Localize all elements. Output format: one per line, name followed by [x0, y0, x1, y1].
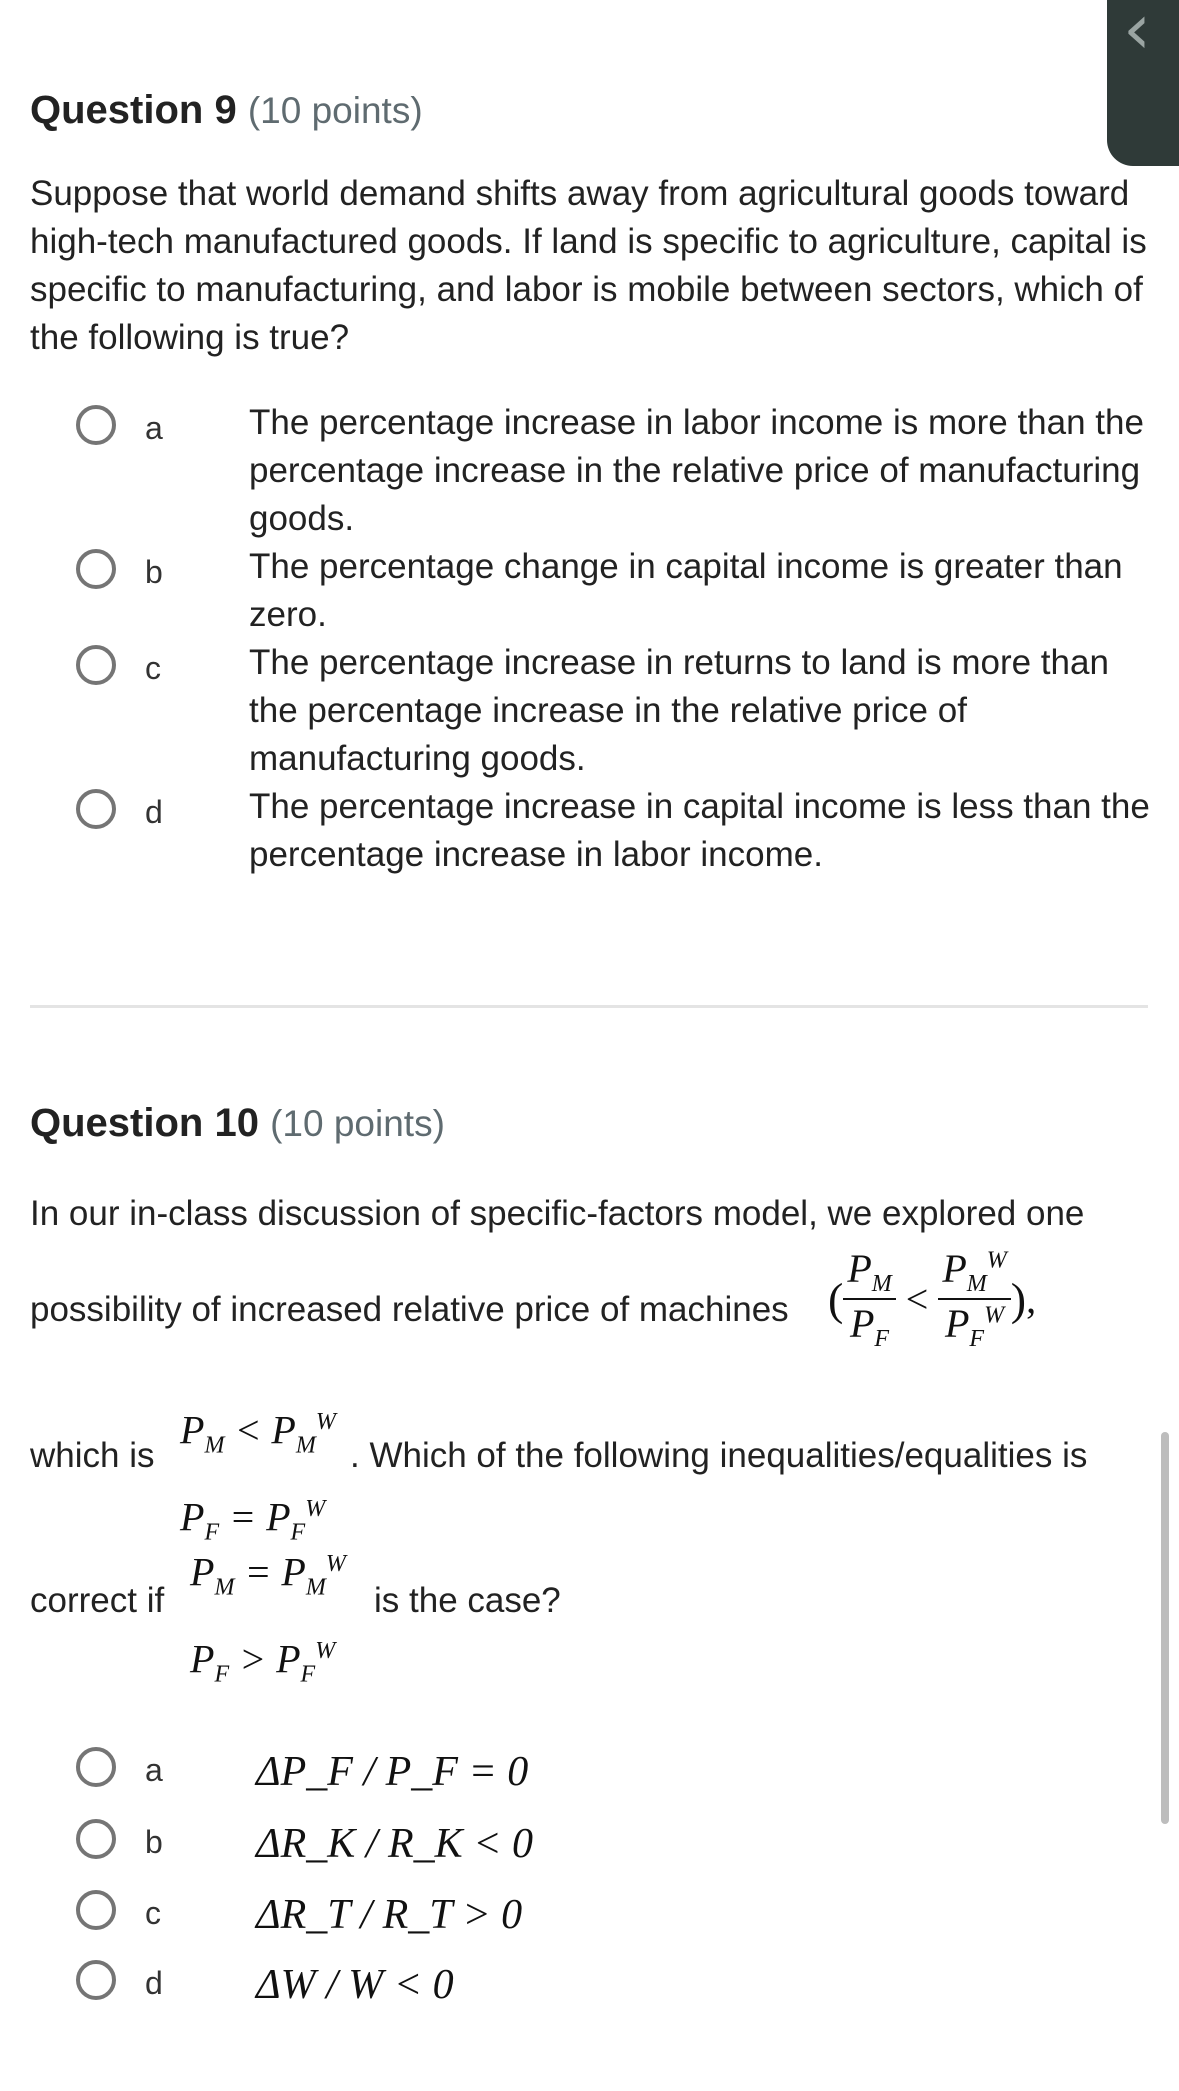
q10-option-b-letter: b: [145, 1824, 163, 1860]
q9-option-a-text[interactable]: The percentage increase in labor income is more than the percentage increase in the relative price of manufacturing goods.: [249, 403, 1144, 538]
q10-title: [30, 1101, 445, 1146]
q10-line1: In our in-class discussion of specific-factors model, we explored one: [30, 1194, 1085, 1233]
q9-option-a-letter: a: [145, 410, 163, 446]
q9-option-d-letter: d: [145, 794, 163, 830]
q9-option-c-text[interactable]: The percentage increase in returns to land is more than the percentage increase in the relative price of manufacturing goods.: [249, 643, 1109, 778]
scrollbar[interactable]: [1161, 1432, 1169, 1824]
relative-price-inequality: ( $\frac{P_M}{P_F}$ < $\frac{P_M^W}{P_F^W}$ ),: [828, 1246, 1037, 1352]
q10-line2: possibility of increased relative price of machines: [30, 1290, 789, 1329]
q10-option-a-letter: a: [145, 1752, 163, 1788]
q10-option-d-letter: d: [145, 1965, 163, 2001]
q9-title-text: Question 9: [30, 88, 237, 132]
chevron-left-icon: ‹: [1123, 0, 1151, 70]
q9-option-c-letter: c: [145, 650, 161, 686]
q10-option-c-letter: c: [145, 1895, 161, 1931]
q10-option-a-radio[interactable]: [76, 1747, 116, 1787]
q10-option-c-radio[interactable]: [76, 1890, 116, 1930]
q9-option-d-radio[interactable]: [76, 789, 116, 829]
q9-title: [30, 88, 423, 133]
case-two-equations: $P_M = P_M^W$ $P_F > P_F^W$: [190, 1549, 346, 1688]
case-one-equations: $P_M < P_M^W$ $P_F = P_F^W$: [180, 1407, 336, 1546]
q9-option-b-letter: b: [145, 554, 163, 590]
q10-points: (10 points): [270, 1103, 445, 1144]
q9-option-d-text[interactable]: The percentage increase in capital income is less than the percentage increase in labor income.: [249, 787, 1150, 874]
q9-option-a-radio[interactable]: [76, 405, 116, 445]
q10-option-b-math[interactable]: ΔR_K / R_K < 0: [256, 1821, 533, 1867]
q10-option-a-math[interactable]: ΔP_F / P_F = 0: [256, 1749, 529, 1795]
q9-option-b-radio[interactable]: [76, 549, 116, 589]
q10-option-c-math[interactable]: ΔR_T / R_T > 0: [256, 1892, 523, 1938]
question-divider: [30, 1005, 1148, 1008]
q10-correct-if: correct if: [30, 1581, 165, 1620]
q9-prompt: Suppose that world demand shifts away from agricultural goods toward high-tech manufactured goods. If land is specific to agriculture, capital is specific to manufacturing, and labor is mobile between sectors, which of the following is true?: [30, 174, 1147, 357]
q10-title-text: Question 10: [30, 1101, 259, 1145]
q10-is-case: is the case?: [374, 1581, 561, 1620]
q10-option-d-radio[interactable]: [76, 1960, 116, 2000]
q10-option-d-math[interactable]: ΔW / W < 0: [256, 1962, 454, 2008]
q10-which-rest: . Which of the following inequalities/equalities is: [350, 1436, 1088, 1475]
q10-which-is: which is: [30, 1436, 155, 1475]
q9-option-b-text[interactable]: The percentage change in capital income is greater than zero.: [249, 547, 1123, 634]
collapse-tab[interactable]: [1107, 0, 1179, 166]
q10-option-b-radio[interactable]: [76, 1819, 116, 1859]
q9-points: (10 points): [247, 90, 423, 131]
q9-option-c-radio[interactable]: [76, 645, 116, 685]
